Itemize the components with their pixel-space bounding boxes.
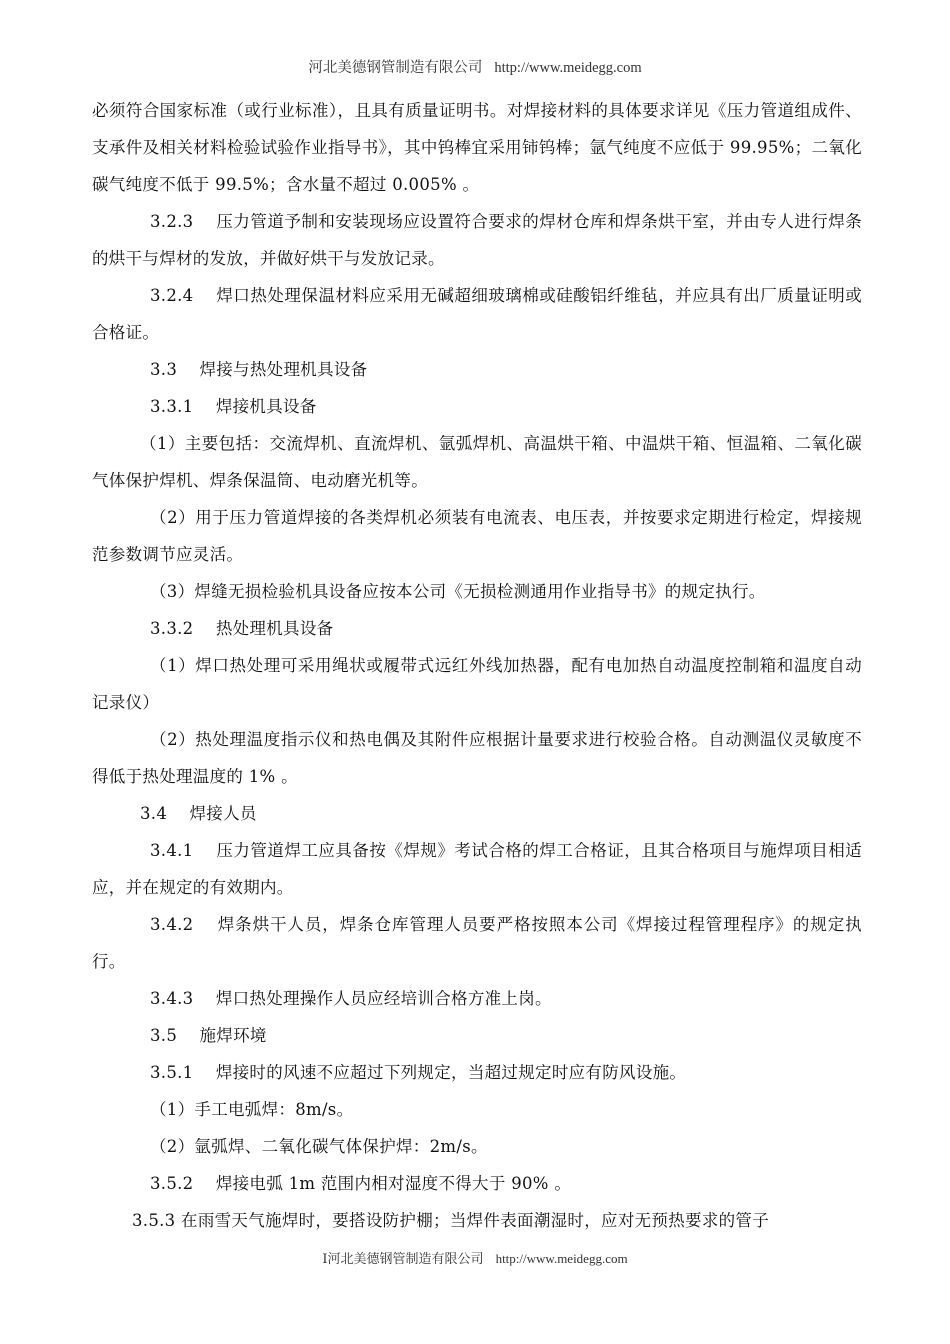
footer-prefix: I — [322, 1252, 328, 1267]
clause-3-4-3: 3.4.3 焊口热处理操作人员应经培训合格方准上岗。 — [150, 989, 552, 1008]
list-item-3-5-1-1: （1）手工电弧焊：8m/s。 — [150, 1100, 354, 1119]
heading-3-4: 3.4 焊接人员 — [140, 804, 257, 823]
heading-3-3-2: 3.3.2 热处理机具设备 — [150, 619, 334, 638]
page-footer — [0, 1248, 950, 1267]
list-item-3-5-1-2: （2）氩弧焊、二氧化碳气体保护焊：2m/s。 — [150, 1137, 488, 1156]
list-item-3-3-1-3: （3）焊缝无损检验机具设备应按本公司《无损检测通用作业指导书》的规定执行。 — [150, 582, 766, 601]
footer-company: 河北美德钢管制造有限公司 — [327, 1252, 484, 1267]
clause-3-5-2: 3.5.2 焊接电弧 1m 范围内相对湿度不得大于 90% 。 — [150, 1174, 572, 1193]
page-header — [0, 56, 950, 77]
clause-3-2-4: 3.2.4 焊口热处理保温材料应采用无碱超细玻璃棉或硅酸铝纤维毡，并应具有出厂质量证明或合格证。 — [92, 286, 862, 342]
header-url[interactable]: http://www.meidegg.com — [494, 60, 642, 76]
footer-url[interactable]: http://www.meidegg.com — [495, 1251, 628, 1266]
header-company: 河北美德钢管制造有限公司 — [308, 60, 483, 76]
list-item-3-3-2-2: （2）热处理温度指示仪和热电偶及其附件应根据计量要求进行校验合格。自动测温仪灵敏度不得低于热处理温度的 1% 。 — [92, 730, 862, 786]
list-item-3-3-1-2: （2）用于压力管道焊接的各类焊机必须装有电流表、电压表，并按要求定期进行检定，焊接规范参数调节应灵活。 — [92, 508, 862, 564]
heading-3-3: 3.3 焊接与热处理机具设备 — [150, 360, 368, 379]
document-body — [92, 92, 862, 1239]
list-item-3-3-2-1: （1）焊口热处理可采用绳状或履带式远红外线加热器，配有电加热自动温度控制箱和温度自动记录仪） — [92, 656, 862, 712]
heading-3-3-1: 3.3.1 焊接机具设备 — [150, 397, 317, 416]
heading-3-5: 3.5 施焊环境 — [150, 1026, 267, 1045]
clause-3-5-1: 3.5.1 焊接时的风速不应超过下列规定，当超过规定时应有防风设施。 — [150, 1063, 687, 1082]
clause-3-2-3: 3.2.3 压力管道予制和安装现场应设置符合要求的焊材仓库和焊条烘干室，并由专人进行焊条的烘干与焊材的发放，并做好烘干与发放记录。 — [92, 212, 862, 268]
clause-3-4-2: 3.4.2 焊条烘干人员，焊条仓库管理人员要严格按照本公司《焊接过程管理程序》的规定执行。 — [92, 915, 862, 971]
clause-3-4-1: 3.4.1 压力管道焊工应具备按《焊规》考试合格的焊工合格证，且其合格项目与施焊项目相适应，并在规定的有效期内。 — [92, 841, 862, 897]
clause-3-5-3: 3.5.3 在雨雪天气施焊时，要搭设防护棚；当焊件表面潮湿时，应对无预热要求的管子 — [132, 1211, 770, 1230]
paragraph-materials-requirements: 必须符合国家标准（或行业标准），且具有质量证明书。对焊接材料的具体要求详见《压力管道组成件、支承件及相关材料检验试验作业指导书》，其中钨棒宜采用铈钨棒；氩气纯度不应低于 99.95%；二氧化碳气纯度不低于 99.5%；含水量不超过 0.005% 。 — [92, 101, 862, 194]
list-item-3-3-1-1: （1）主要包括：交流焊机、直流焊机、氩弧焊机、高温烘干箱、中温烘干箱、恒温箱、二氧化碳气体保护焊机、焊条保温筒、电动磨光机等。 — [92, 434, 862, 490]
